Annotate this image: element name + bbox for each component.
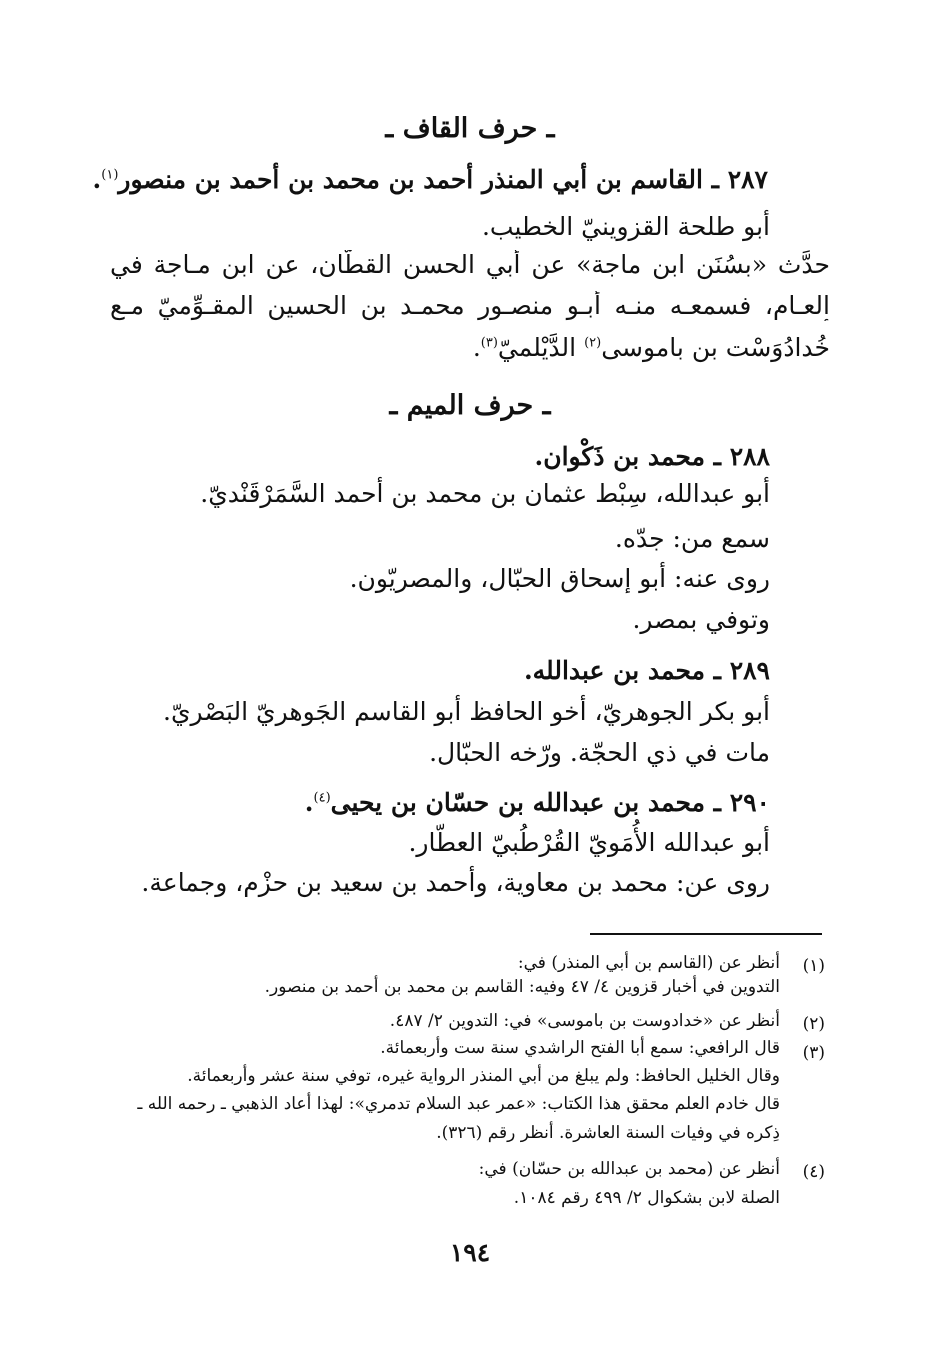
footnote-ref-3: (٣)	[480, 335, 498, 351]
footnote-3-line-4: ذِكره في وفيات السنة العاشرة. أنظر رقم (٣٢٦).	[436, 1123, 780, 1143]
entry-290-line-1: أبو عبدالله الأُمَويّ القُرْطُبيّ العطّار.	[408, 828, 770, 857]
entry-288-line-3: روى عنه: أبو إسحاق الحبّال، والمصريّون.	[349, 564, 770, 593]
footnote-3-line-1: قال الرافعي: سمع أبا الفتح الراشدي سنة ست وأربعمائة.	[380, 1038, 780, 1058]
entry-287-line-3: العـام، فسمعـه منـه أبـو منصـور محمـد بن الحسين المقـوِّميّ مـع	[110, 291, 830, 320]
entry-287-line-2: حدَّث «بسُنَن ابن ماجة» عن أبي الحسن القطّان، عن ابن مـاجة في	[110, 250, 830, 279]
footnote-1-line-1: أنظر عن (القاسم بن أبي المنذر) في:	[517, 953, 780, 973]
footnote-3-number: (٣)	[802, 1043, 825, 1063]
footnote-3-line-2: وقال الخليل الحافظ: ولم يبلغ من أبي المنذر الرواية غيره، توفي سنة عشر وأربعمائة.	[187, 1066, 780, 1086]
footnote-3-line-3: قال خادم العلم محقق هذا الكتاب: «عمر عبد السلام تدمري»: لهذا أعاد الذهبي ـ رحمه الله ـ	[137, 1094, 780, 1114]
page-number: ١٩٤	[449, 1238, 491, 1267]
section-heading-mim: ـ حرف الميم ـ	[389, 390, 551, 421]
footnote-2-line-1: أنظر عن «خدادوست بن باموسى» في: التدوين ٢/ ٤٨٧.	[389, 1011, 780, 1031]
entry-290-title	[304, 788, 770, 818]
footnote-4-line-1: أنظر عن (محمد بن عبدالله بن حسّان) في:	[478, 1159, 780, 1179]
footnote-ref-1: (١)	[101, 167, 119, 183]
entry-288-line-4: وتوفي بمصر.	[632, 605, 770, 634]
footnote-ref-4: (٤)	[313, 790, 331, 806]
entry-290-title-text: ٢٩٠ ـ محمد بن عبدالله بن حسّان بن يحيى	[330, 788, 770, 817]
entry-287-line-1: أبو طلحة القزوينيّ الخطيب.	[481, 212, 770, 241]
entry-289-line-2: مات في ذي الحجّة. ورّخه الحبّال.	[429, 738, 770, 767]
entry-288-line-1: أبو عبدالله، سِبْط عثمان بن محمد بن أحمد السَّمَرْقَنْديّ.	[200, 479, 770, 508]
footnote-4-number: (٤)	[802, 1162, 825, 1182]
entry-288-line-2: سمع من: جدّه.	[614, 524, 770, 553]
entry-287-title-text: ٢٨٧ ـ القاسم بن أبي المنذر أحمد بن محمد بن أحمد بن منصور	[118, 165, 768, 194]
entry-287-title	[92, 165, 768, 195]
entry-287-line-4-b: الدَّيْلميّ	[497, 333, 585, 362]
footnote-4-line-2: الصلة لابن بشكوال ٢/ ٤٩٩ رقم ١٠٨٤.	[513, 1188, 780, 1208]
entry-290-title-end: .	[304, 788, 314, 817]
footnote-1-line-2: التدوين في أخبار قزوين ٤/ ٤٧ وفيه: القاسم بن محمد بن أحمد بن منصور.	[264, 977, 780, 997]
entry-287-line-4-a: خُدادُوَسْت بن باموسى	[601, 333, 830, 362]
entry-289-title: ٢٨٩ ـ محمد بن عبدالله.	[523, 656, 770, 685]
entry-287-title-end: .	[92, 165, 102, 194]
entry-289-line-1: أبو بكر الجوهريّ، أخو الحافظ أبو القاسم الجَوهريّ البَصْريّ.	[163, 697, 770, 726]
footnote-2-number: (٢)	[802, 1014, 825, 1034]
footnote-separator	[590, 933, 822, 935]
entry-288-title: ٢٨٨ ـ محمد بن ذَكْوان.	[534, 442, 770, 471]
entry-290-line-2: روى عن: محمد بن معاوية، وأحمد بن سعيد بن حزْم، وجماعة.	[141, 868, 770, 897]
footnote-ref-2: (٢)	[584, 335, 602, 351]
section-heading-qaf: ـ حرف القاف ـ	[385, 113, 555, 144]
entry-287-line-4-end: .	[472, 333, 481, 362]
footnote-1-number: (١)	[802, 956, 825, 976]
entry-287-line-4	[300, 333, 830, 363]
